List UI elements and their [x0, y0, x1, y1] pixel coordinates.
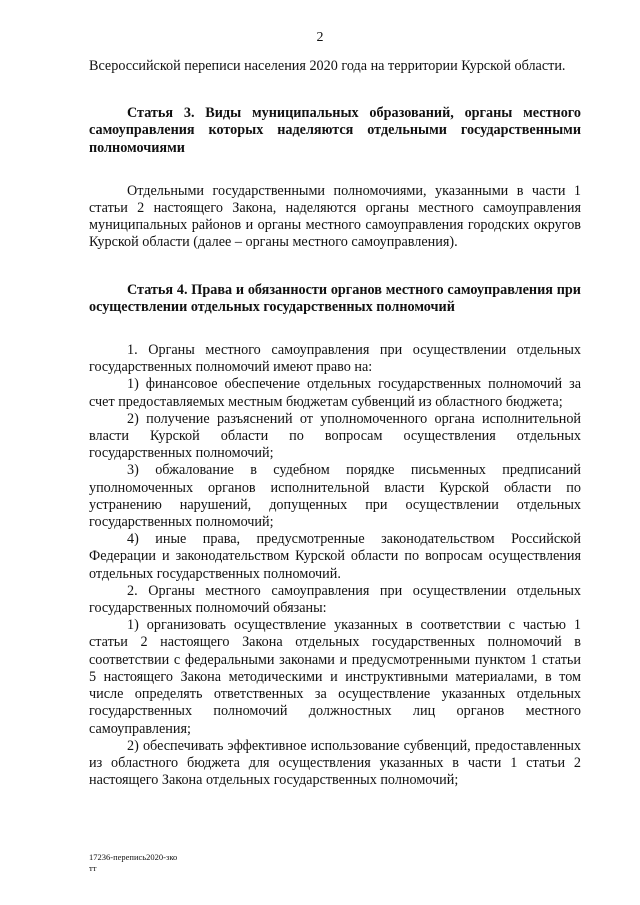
article-4-part-1-item-4: 4) иные права, предусмотренные законодательством Российской Федерации и законодательством Курской области по вопросам осуществления отдельных государственных полномочий.	[89, 531, 581, 582]
page-number: 2	[316, 30, 324, 45]
article-3-heading: Статья 3. Виды муниципальных образований, органы местного самоуправления которых наделяются отдельными государственными полномочиями	[89, 105, 581, 156]
article-4-part-1: 1. Органы местного самоуправления при осуществлении отдельных государственных полномочий имеют право на:	[89, 342, 581, 376]
article-4-part-1-item-1: 1) финансовое обеспечение отдельных государственных полномочий за счет предоставляемых местным бюджетам субвенций из областного бюджета;	[89, 376, 581, 410]
article-4-part-1-item-2: 2) получение разъяснений от уполномоченного органа исполнительной власти Курской области по вопросам осуществления отдельных государственных полномочий;	[89, 410, 581, 462]
article-3-text: Отдельными государственными полномочиями, указанными в части 1 статьи 2 настоящего Закона, наделяются органы местного самоуправления муниципальных районов и органы местного самоуправления городских округов Курской области (далее – органы местного самоуправления).	[89, 182, 581, 251]
article-4-part-2-item-1: 1) организовать осуществление указанных в соответствии с частью 1 статьи 2 настоящего Закона отдельных государственных полномочий в соответствии с федеральными законами и предусмотренными пунктом 1 статьи 5 настоящего Закона методическими и инструктивными материалами, в том числе определять ответственных за осуществление указанных отдельных государственных полномочий должностных лиц органов местного самоуправления;	[89, 617, 581, 737]
footer-initials: тт	[89, 863, 97, 873]
intro-paragraph: Всероссийской переписи населения 2020 года на территории Курской области.	[89, 58, 566, 74]
article-4-part-2: 2. Органы местного самоуправления при осуществлении отдельных государственных полномочий обязаны:	[89, 582, 581, 617]
document-footer	[89, 852, 177, 874]
footer-code: 17236-перепись2020-зко	[89, 852, 178, 862]
article-4-part-1-item-3: 3) обжалование в судебном порядке письменных предписаний уполномоченных органов исполнительной власти Курской области по устранению нарушений, допущенных при осуществлении отдельных государственных полномочий;	[89, 462, 581, 531]
article-4-heading: Статья 4. Права и обязанности органов местного самоуправления при осуществлении отдельных государственных полномочий	[89, 281, 581, 315]
article-4-part-2-item-2: 2) обеспечивать эффективное использование субвенций, предоставленных из областного бюджета для осуществления указанных в части 1 статьи 2 настоящего Закона отдельных государственных полномочий;	[89, 737, 581, 789]
document-body	[89, 58, 581, 789]
